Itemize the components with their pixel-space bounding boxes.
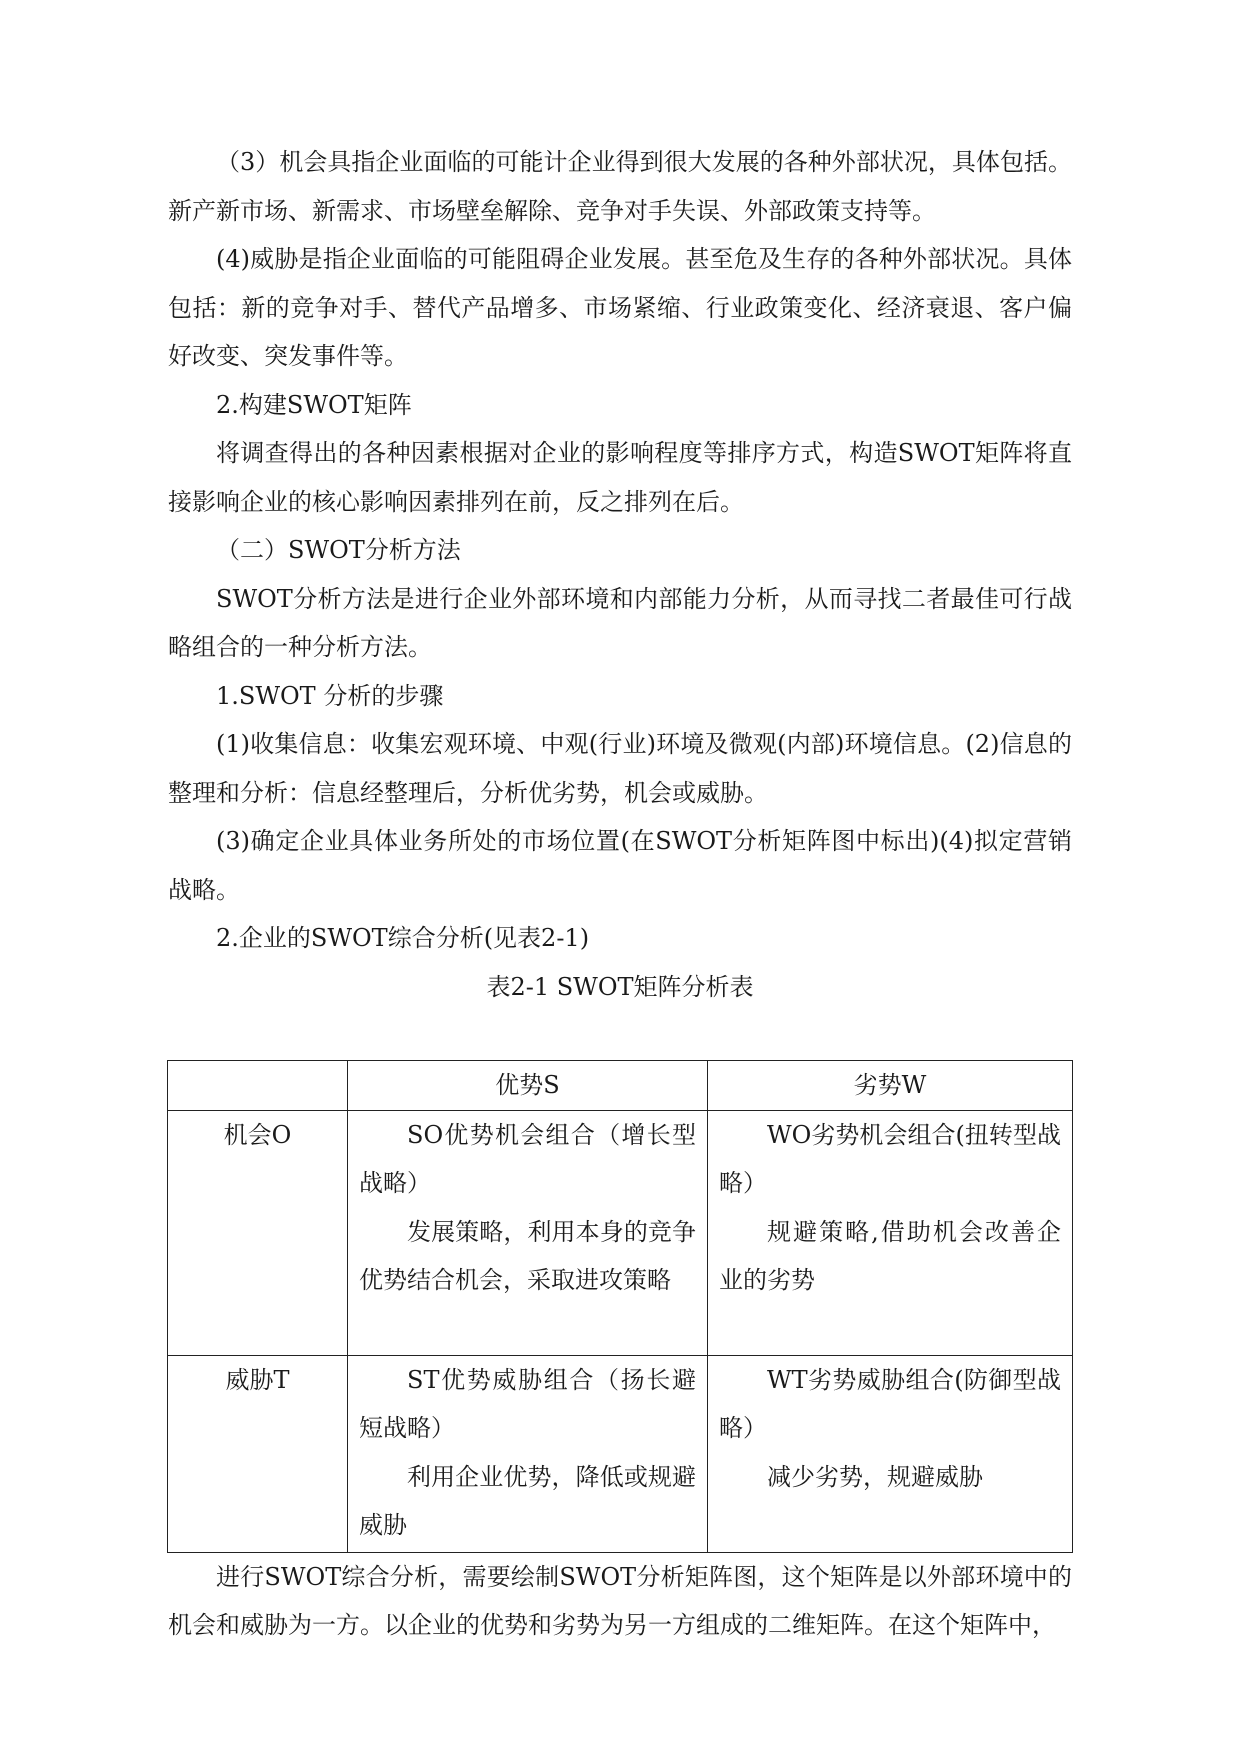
st-title: ST优势威胁组合（扬长避短战略）	[359, 1365, 696, 1442]
paragraph-matrix-construction: 将调查得出的各种因素根据对企业的影响程度等排序方式，构造SWOT矩阵将直接影响企业的核心影响因素排列在前，反之排列在后。	[168, 439, 1072, 516]
wt-title: WT劣势威胁组合(防御型战略）	[719, 1365, 1061, 1442]
cell-st	[348, 1355, 708, 1552]
wt-description: 减少劣势，规避威胁	[767, 1462, 983, 1491]
table-caption: 表2-1 SWOT矩阵分析表	[486, 972, 754, 1001]
table-row-opportunities	[168, 1110, 1073, 1355]
cell-so	[348, 1110, 708, 1355]
heading-swot-steps: 1.SWOT 分析的步骤	[216, 681, 444, 710]
table-header-row	[168, 1061, 1073, 1111]
paragraph-opportunity: （3）机会具指企业面临的可能计企业得到很大发展的各种外部状况，具体包括。新产新市场、新需求、市场壁垒解除、竞争对手失误、外部政策支持等。	[168, 148, 1072, 225]
header-corner-cell	[168, 1061, 348, 1111]
paragraph-steps-3-4: (3)确定企业具体业务所处的市场位置(在SWOT分析矩阵图中标出)(4)拟定营销战略。	[168, 827, 1072, 904]
st-description: 利用企业优势，降低或规避威胁	[359, 1462, 696, 1539]
heading-build-swot-matrix: 2.构建SWOT矩阵	[216, 390, 412, 419]
heading-swot-comprehensive: 2.企业的SWOT综合分析(见表2-1)	[216, 924, 590, 952]
wo-description: 规避策略,借助机会改善企业的劣势	[719, 1217, 1061, 1294]
paragraph-steps-1-2: (1)收集信息：收集宏观环境、中观(行业)环境及微观(内部)环境信息。(2)信息的整理和分析：信息经整理后，分析优劣势，机会或威胁。	[168, 730, 1072, 807]
swot-matrix-table	[167, 1060, 1073, 1553]
heading-swot-method: （二）SWOT分析方法	[216, 536, 461, 564]
so-title: SO优势机会组合（增长型战略）	[359, 1120, 696, 1197]
row-label-threats: 威胁T	[168, 1355, 348, 1552]
document-page	[168, 138, 1072, 1650]
so-description: 发展策略，利用本身的竞争优势结合机会，采取进攻策略	[359, 1217, 696, 1294]
header-weaknesses: 劣势W	[708, 1061, 1073, 1111]
wo-title: WO劣势机会组合(扭转型战略）	[719, 1120, 1061, 1197]
row-label-opportunities: 机会O	[168, 1110, 348, 1355]
paragraph-swot-matrix-diagram: 进行SWOT综合分析，需要绘制SWOT分析矩阵图，这个矩阵是以外部环境中的机会和威胁为一方。以企业的优势和劣势为另一方组成的二维矩阵。在这个矩阵中，	[168, 1562, 1072, 1639]
table-row-threats	[168, 1355, 1073, 1552]
header-strengths: 优势S	[348, 1061, 708, 1111]
paragraph-threat: (4)威胁是指企业面临的可能阻碍企业发展。甚至危及生存的各种外部状况。具体包括：新的竞争对手、替代产品增多、市场紧缩、行业政策变化、经济衰退、客户偏好改变、突发事件等。	[168, 245, 1072, 370]
cell-wt	[708, 1355, 1073, 1552]
paragraph-swot-method: SWOT分析方法是进行企业外部环境和内部能力分析，从而寻找二者最佳可行战略组合的一种分析方法。	[168, 584, 1072, 661]
cell-wo	[708, 1110, 1073, 1355]
